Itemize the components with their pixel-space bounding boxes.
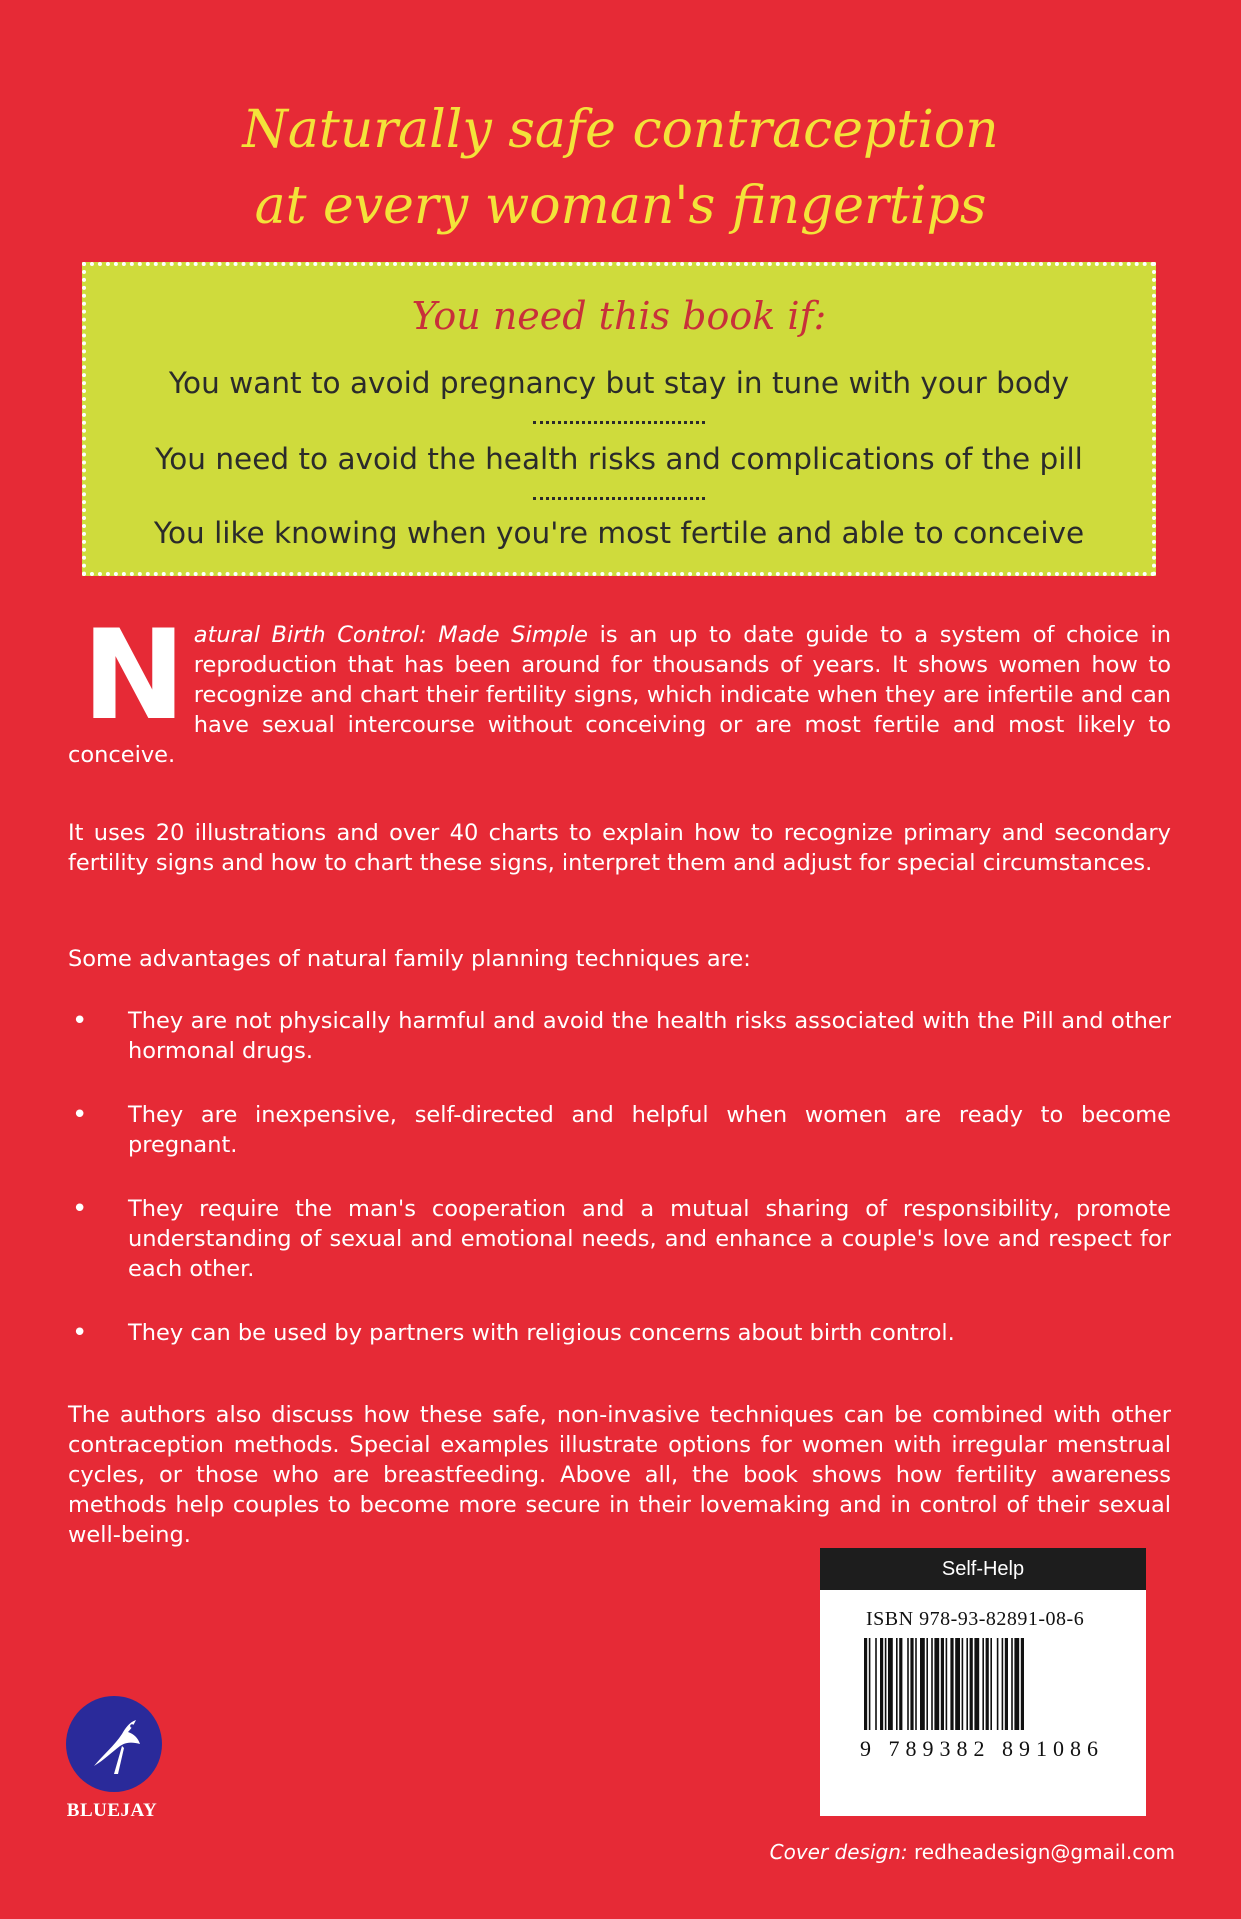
- paragraph-charts: It uses 20 illustrations and over 40 charts to explain how to recognize primary and secondary fertility signs and how to chart these signs, interpret them and adjust for special circumstances.: [68, 820, 1171, 876]
- cover-credit: [770, 1840, 1175, 1864]
- headline-line-2: at every woman's fingertips: [254, 176, 987, 236]
- book-title: atural Birth Control: Made Simple: [193, 622, 588, 648]
- callout-item-3: You like knowing when you're most fertile and able to conceive: [153, 516, 1085, 550]
- category-label: Self-Help: [820, 1548, 1146, 1590]
- credit-label: Cover design:: [769, 1840, 908, 1864]
- isbn-number: ISBN 978-93-82891-08-6: [866, 1608, 1085, 1630]
- dotted-separator: [533, 421, 705, 424]
- headline-line-1: Naturally safe contraception: [242, 100, 999, 160]
- bird-logo-icon: [64, 1694, 164, 1794]
- closing-paragraph: The authors also discuss how these safe, non-invasive techniques can be combined with other contraception methods. Special examples illustrate options for women with irregular menstrual cycles, or those who are breastfeeding. Above all, the book shows how fertility awareness methods help couples to become more secure in their lovemaking and in control of their sexual well-being.: [68, 1402, 1171, 1548]
- barcode-icon: [864, 1638, 1104, 1738]
- list-item: • They require the man's cooperation and a mutual sharing of responsibility, promote understanding of sexual and emotional needs, and enhance a couple's love and respect for each other.: [68, 1194, 1171, 1284]
- intro-text: is an up to date guide to a system of choice in reproduction that has been around for thousands of years. It shows women how to recognize and chart their fertility signs, which indicate when they are infertile and can have sexual intercourse without conceiving or are most fertile and most likely to conceive.: [68, 622, 1171, 768]
- callout-title: You need this book if:: [411, 294, 827, 338]
- credit-email: redheadesign@gmail.com: [914, 1840, 1175, 1864]
- list-item: • They are not physically harmful and avoid the health risks associated with the Pill and other hormonal drugs.: [68, 1006, 1171, 1066]
- list-item: • They are inexpensive, self-directed and helpful when women are ready to become pregnant.: [68, 1100, 1171, 1160]
- barcode-box: [820, 1548, 1146, 1816]
- callout-item-2: You need to avoid the health risks and complications of the pill: [155, 442, 1083, 476]
- callout-box: [82, 262, 1156, 576]
- barcode-digits: 9 789382 891086: [860, 1736, 1104, 1761]
- advantages-intro: Some advantages of natural family planning techniques are:: [68, 946, 751, 972]
- publisher-name: BLUEJAY: [66, 1800, 158, 1821]
- dotted-separator: [533, 497, 705, 500]
- headline: [0, 92, 1241, 244]
- advantages-list: [68, 1006, 1171, 1382]
- drop-cap: N: [82, 604, 186, 748]
- list-item: • They can be used by partners with religious concerns about birth control.: [68, 1318, 1171, 1348]
- intro-paragraph: [68, 604, 1171, 770]
- callout-item-1: You want to avoid pregnancy but stay in tune with your body: [168, 366, 1070, 400]
